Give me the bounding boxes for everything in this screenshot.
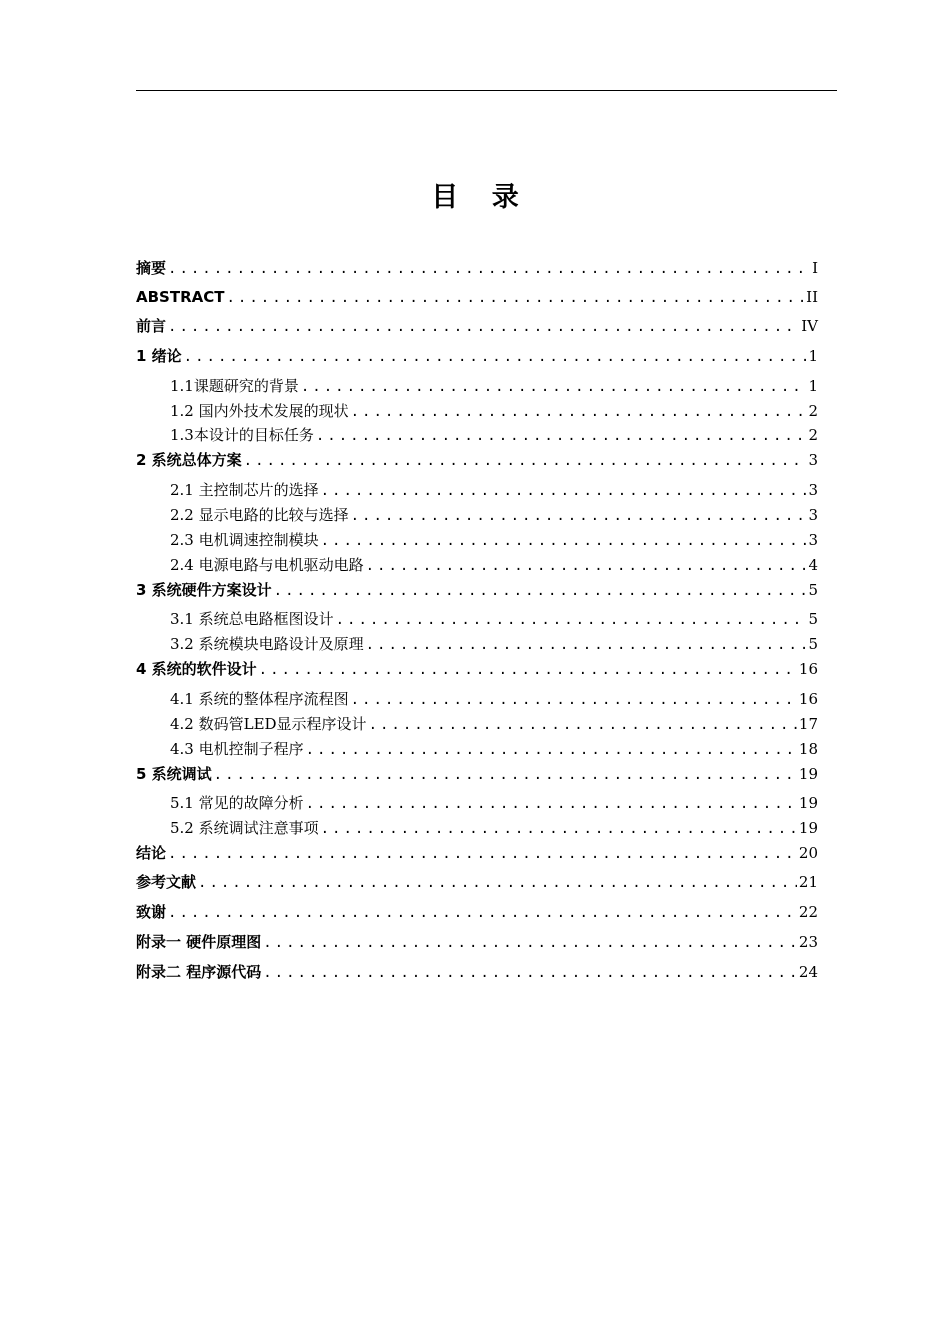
toc-leader xyxy=(168,257,810,281)
toc-page-number: IV xyxy=(801,317,818,335)
toc-entry-text: 5.1 常见的故障分析 xyxy=(170,794,304,812)
toc-leader xyxy=(366,633,807,657)
toc-page-number: 16 xyxy=(798,690,818,708)
toc-page-number: 19 xyxy=(798,765,818,783)
toc-leader xyxy=(214,763,797,787)
toc-entry-text: 摘要 xyxy=(136,259,167,277)
toc-entry-section-4-2[interactable] xyxy=(170,712,818,736)
toc-entry-chapter-1[interactable] xyxy=(136,344,818,368)
toc-entry-text: 3.2 系统模块电路设计及原理 xyxy=(170,635,364,653)
toc-entry-text: 附录二 程序源代码 xyxy=(136,963,262,981)
toc-page-number: II xyxy=(806,288,818,306)
toc-entry-text: 2 系统总体方案 xyxy=(136,451,242,469)
toc-entry-chapter-5[interactable] xyxy=(136,762,818,786)
toc-entry-section-4-3[interactable] xyxy=(170,737,818,761)
toc-entry-text: 1 绪论 xyxy=(136,347,182,365)
toc-leader xyxy=(351,688,797,712)
toc-page-number: 3 xyxy=(808,531,818,549)
table-of-contents xyxy=(136,0,818,1344)
toc-page-number: 16 xyxy=(798,660,818,678)
toc-entry-references[interactable] xyxy=(136,870,818,894)
toc-leader xyxy=(321,479,807,503)
toc-entry-text: 4.1 系统的整体程序流程图 xyxy=(170,690,349,708)
toc-page-number: 23 xyxy=(798,933,818,951)
toc-entry-text: 4 系统的软件设计 xyxy=(136,660,257,678)
toc-entry-section-2-4[interactable] xyxy=(170,553,818,577)
toc-entry-text: 前言 xyxy=(136,317,167,335)
page-title: 目 录 xyxy=(431,182,531,213)
toc-leader xyxy=(263,931,797,955)
toc-entry-section-5-2[interactable] xyxy=(170,816,818,840)
toc-entry-appendix-2[interactable] xyxy=(136,960,818,984)
toc-page-number: 5 xyxy=(808,581,818,599)
toc-entry-text: 4.2 数码管LED显示程序设计 xyxy=(170,715,367,733)
toc-leader xyxy=(226,286,804,310)
toc-entry-text: 4.3 电机控制子程序 xyxy=(170,740,304,758)
toc-leader xyxy=(321,529,807,553)
toc-entry-text: 1.1课题研究的背景 xyxy=(170,377,299,395)
toc-entry-section-1-1[interactable] xyxy=(170,374,818,398)
toc-entry-text: 3.1 系统总电路框图设计 xyxy=(170,610,334,628)
toc-entry-text: 2.2 显示电路的比较与选择 xyxy=(170,506,349,524)
toc-entry-section-2-1[interactable] xyxy=(170,478,818,502)
toc-leader xyxy=(306,738,797,762)
toc-page-number: 1 xyxy=(808,377,818,395)
toc-leader xyxy=(259,658,797,682)
toc-entry-text: 2.4 电源电路与电机驱动电路 xyxy=(170,556,364,574)
toc-entry-abstract-en[interactable] xyxy=(136,285,818,309)
toc-entry-text: 结论 xyxy=(136,844,167,862)
toc-page-number: 24 xyxy=(798,963,818,981)
toc-page-number: 18 xyxy=(798,740,818,758)
toc-leader xyxy=(306,792,797,816)
toc-entry-text: 3 系统硬件方案设计 xyxy=(136,581,272,599)
toc-entry-text: 致谢 xyxy=(136,903,167,921)
toc-leader xyxy=(336,608,807,632)
toc-leader xyxy=(168,842,797,866)
toc-entry-text: 5.2 系统调试注意事项 xyxy=(170,819,319,837)
toc-entry-text: ABSTRACT xyxy=(136,288,225,306)
toc-page-number: 22 xyxy=(798,903,818,921)
toc-leader xyxy=(316,424,807,448)
toc-leader xyxy=(351,400,807,424)
toc-page-number: 3 xyxy=(808,506,818,524)
toc-entry-acknowledgements[interactable] xyxy=(136,900,818,924)
toc-leader xyxy=(244,449,807,473)
toc-entry-abstract-cn[interactable] xyxy=(136,256,818,280)
toc-entry-text: 2.3 电机调速控制模块 xyxy=(170,531,319,549)
toc-leader xyxy=(184,345,807,369)
toc-entry-section-1-2[interactable] xyxy=(170,399,818,423)
toc-page-number: 20 xyxy=(798,844,818,862)
toc-page-number: 3 xyxy=(808,481,818,499)
toc-leader xyxy=(263,961,797,985)
toc-page-number: 19 xyxy=(798,819,818,837)
toc-page-number: 2 xyxy=(808,402,818,420)
toc-page-number: I xyxy=(812,259,818,277)
toc-leader xyxy=(301,375,807,399)
toc-entry-appendix-1[interactable] xyxy=(136,930,818,954)
toc-entry-section-3-2[interactable] xyxy=(170,632,818,656)
toc-leader xyxy=(168,901,797,925)
toc-entry-section-5-1[interactable] xyxy=(170,791,818,815)
toc-leader xyxy=(274,579,807,603)
toc-page-number: 4 xyxy=(808,556,818,574)
toc-leader xyxy=(351,504,807,528)
toc-page-number: 5 xyxy=(808,610,818,628)
toc-entry-section-2-2[interactable] xyxy=(170,503,818,527)
toc-page-number: 2 xyxy=(808,426,818,444)
toc-entry-conclusion[interactable] xyxy=(136,841,818,865)
toc-leader xyxy=(366,554,807,578)
toc-entry-text: 2.1 主控制芯片的选择 xyxy=(170,481,319,499)
toc-entry-section-1-3[interactable] xyxy=(170,423,818,447)
toc-entry-text: 参考文献 xyxy=(136,873,197,891)
toc-entry-chapter-4[interactable] xyxy=(136,657,818,681)
toc-page-number: 19 xyxy=(798,794,818,812)
toc-page-number: 17 xyxy=(798,715,818,733)
toc-entry-text: 1.2 国内外技术发展的现状 xyxy=(170,402,349,420)
toc-leader xyxy=(321,817,797,841)
toc-page-number: 5 xyxy=(808,635,818,653)
toc-entry-text: 5 系统调试 xyxy=(136,765,212,783)
toc-page-number: 1 xyxy=(808,347,818,365)
toc-entry-chapter-3[interactable] xyxy=(136,578,818,602)
toc-leader xyxy=(198,871,797,895)
toc-page-number: 21 xyxy=(798,873,818,891)
toc-entry-section-4-1[interactable] xyxy=(170,687,818,711)
toc-leader xyxy=(369,713,797,737)
toc-leader xyxy=(168,315,799,339)
toc-entry-text: 附录一 硬件原理图 xyxy=(136,933,262,951)
toc-entry-section-3-1[interactable] xyxy=(170,607,818,631)
toc-entry-text: 1.3本设计的目标任务 xyxy=(170,426,314,444)
toc-entry-chapter-2[interactable] xyxy=(136,448,818,472)
toc-page-number: 3 xyxy=(808,451,818,469)
toc-entry-section-2-3[interactable] xyxy=(170,528,818,552)
toc-entry-preface[interactable] xyxy=(136,314,818,338)
